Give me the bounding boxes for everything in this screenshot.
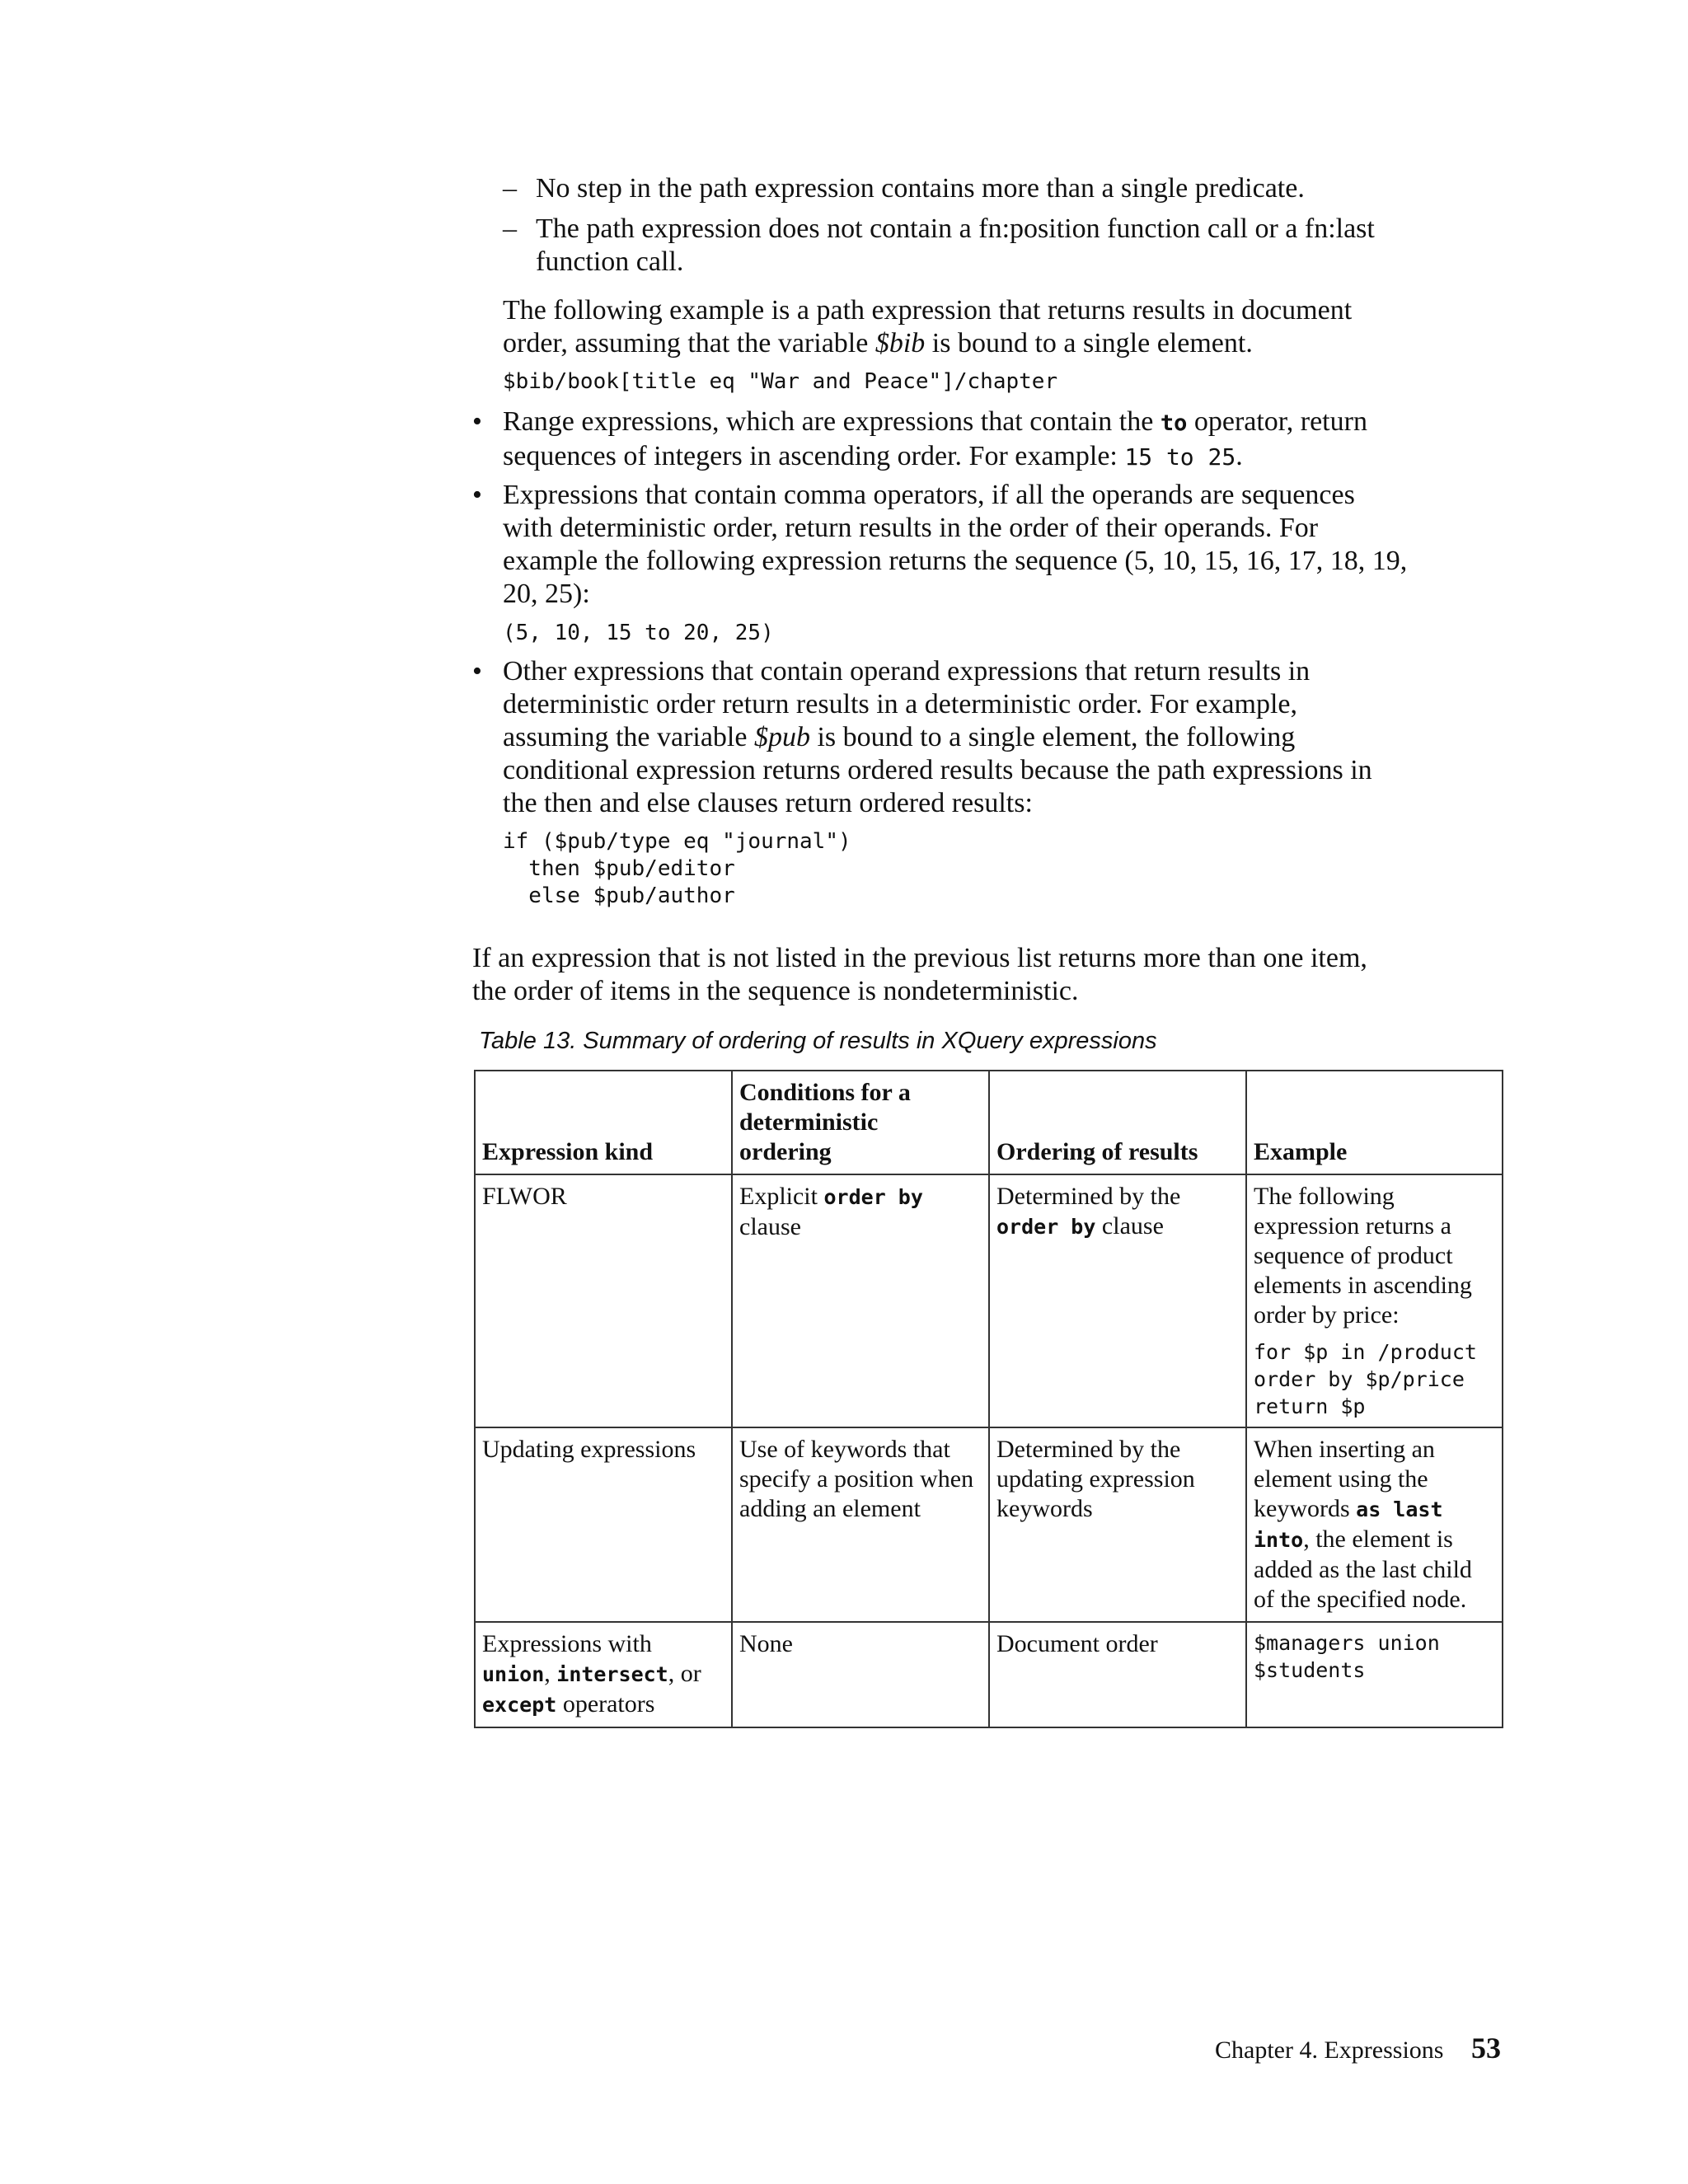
code-path-expression: $bib/book[title eq "War and Peace"]/chapter xyxy=(503,369,1058,394)
cell-kind-flwor: FLWOR xyxy=(475,1174,732,1427)
bullet-comma-expressions: Expressions that contain comma operators, if all the operands are sequences with deterministic order, return results in the order of their operands. For example the following expression returns the sequence (5, 10, 15, 16, 17, 18, 19, 20, 25): xyxy=(503,480,1408,609)
header-ordering-of-results: Ordering of results xyxy=(989,1071,1246,1174)
cell-order-set-operators: Document order xyxy=(989,1622,1246,1727)
code-inline-range: 15 to 25 xyxy=(1124,443,1236,471)
dash-marker: – xyxy=(503,213,517,244)
keyword-intersect: intersect xyxy=(556,1662,668,1686)
header-expression-kind: Expression kind xyxy=(475,1071,732,1174)
footer-chapter-title: Chapter 4. Expressions xyxy=(1215,2036,1444,2064)
ordering-summary-table xyxy=(474,1070,1503,1728)
table-caption: Table 13. Summary of ordering of results in XQuery expressions xyxy=(479,1028,1157,1054)
code-union-example: $managers union $students xyxy=(1254,1631,1440,1682)
code-conditional-else: else $pub/author xyxy=(503,883,735,908)
sublist-item-predicate: No step in the path expression contains more than a single predicate. xyxy=(536,173,1305,204)
header-example: Example xyxy=(1246,1071,1503,1174)
keyword-except: except xyxy=(482,1693,557,1717)
cell-order-updating: Determined by the updating expression keywords xyxy=(989,1427,1246,1622)
bullet-range-expressions: Range expressions, which are expressions that contain the to operator, return sequences of integers in ascending order. For example: 15 to 25. xyxy=(503,406,1367,471)
cell-cond-flwor: Explicit order by clause xyxy=(732,1174,989,1427)
example-intro-paragraph: The following example is a path expression that returns results in document order, assuming that the variable $bib is bound to a single element. xyxy=(503,295,1353,359)
keyword-to: to xyxy=(1160,410,1188,436)
cell-example-updating: When inserting an element using the keywords as last into, the element is added as the last child of the specified node. xyxy=(1246,1427,1503,1622)
table-header-row xyxy=(475,1071,1503,1174)
variable-pub: $pub xyxy=(753,722,810,752)
dash-marker: – xyxy=(503,173,517,204)
table-row xyxy=(475,1622,1503,1727)
footer-page-number: 53 xyxy=(1471,2032,1501,2064)
variable-bib: $bib xyxy=(874,328,926,359)
cell-cond-updating: Use of keywords that specify a position when adding an element xyxy=(732,1427,989,1622)
header-conditions: Conditions for a deterministic ordering xyxy=(732,1071,989,1174)
keyword-as-last: as last xyxy=(1356,1497,1443,1521)
code-flwor-example: for $p in /product order by $p/price return $p xyxy=(1254,1340,1477,1418)
cell-order-flwor: Determined by the order by clause xyxy=(989,1174,1246,1427)
keyword-union: union xyxy=(482,1662,545,1686)
keyword-order-by: order by xyxy=(823,1185,923,1209)
bullet-marker: • xyxy=(472,480,482,510)
cell-example-flwor: The following expression returns a sequence of product elements in ascending order by price: for $p in /product order by $p/price return $p xyxy=(1246,1174,1503,1427)
table-row xyxy=(475,1427,1503,1622)
keyword-into: into xyxy=(1254,1528,1304,1552)
sublist-item-position: The path expression does not contain a fn:position function call or a fn:last function call. xyxy=(536,213,1375,277)
code-comma-sequence: (5, 10, 15 to 20, 25) xyxy=(503,621,774,645)
code-conditional-then: then $pub/editor xyxy=(503,856,735,881)
table-row xyxy=(475,1174,1503,1427)
bullet-marker: • xyxy=(472,656,482,687)
closing-paragraph: If an expression that is not listed in the previous list returns more than one item, the order of items in the sequence is nondeterministic. xyxy=(472,943,1367,1006)
cell-kind-updating: Updating expressions xyxy=(475,1427,732,1622)
bullet-other-expressions: Other expressions that contain operand expressions that return results in deterministic order return results in a deterministic order. For example, assuming the variable $pub is bound to a single element, the following conditional expression returns ordered results because the path expressions in the then and else clauses return ordered results: xyxy=(503,656,1372,818)
keyword-order-by: order by xyxy=(996,1215,1096,1239)
code-conditional-if: if ($pub/type eq "journal") xyxy=(503,829,851,854)
cell-example-set-operators xyxy=(1246,1622,1503,1727)
bullet-marker: • xyxy=(472,406,482,437)
cell-cond-set-operators: None xyxy=(732,1622,989,1727)
cell-kind-set-operators: Expressions with union, intersect, or except operators xyxy=(475,1622,732,1727)
